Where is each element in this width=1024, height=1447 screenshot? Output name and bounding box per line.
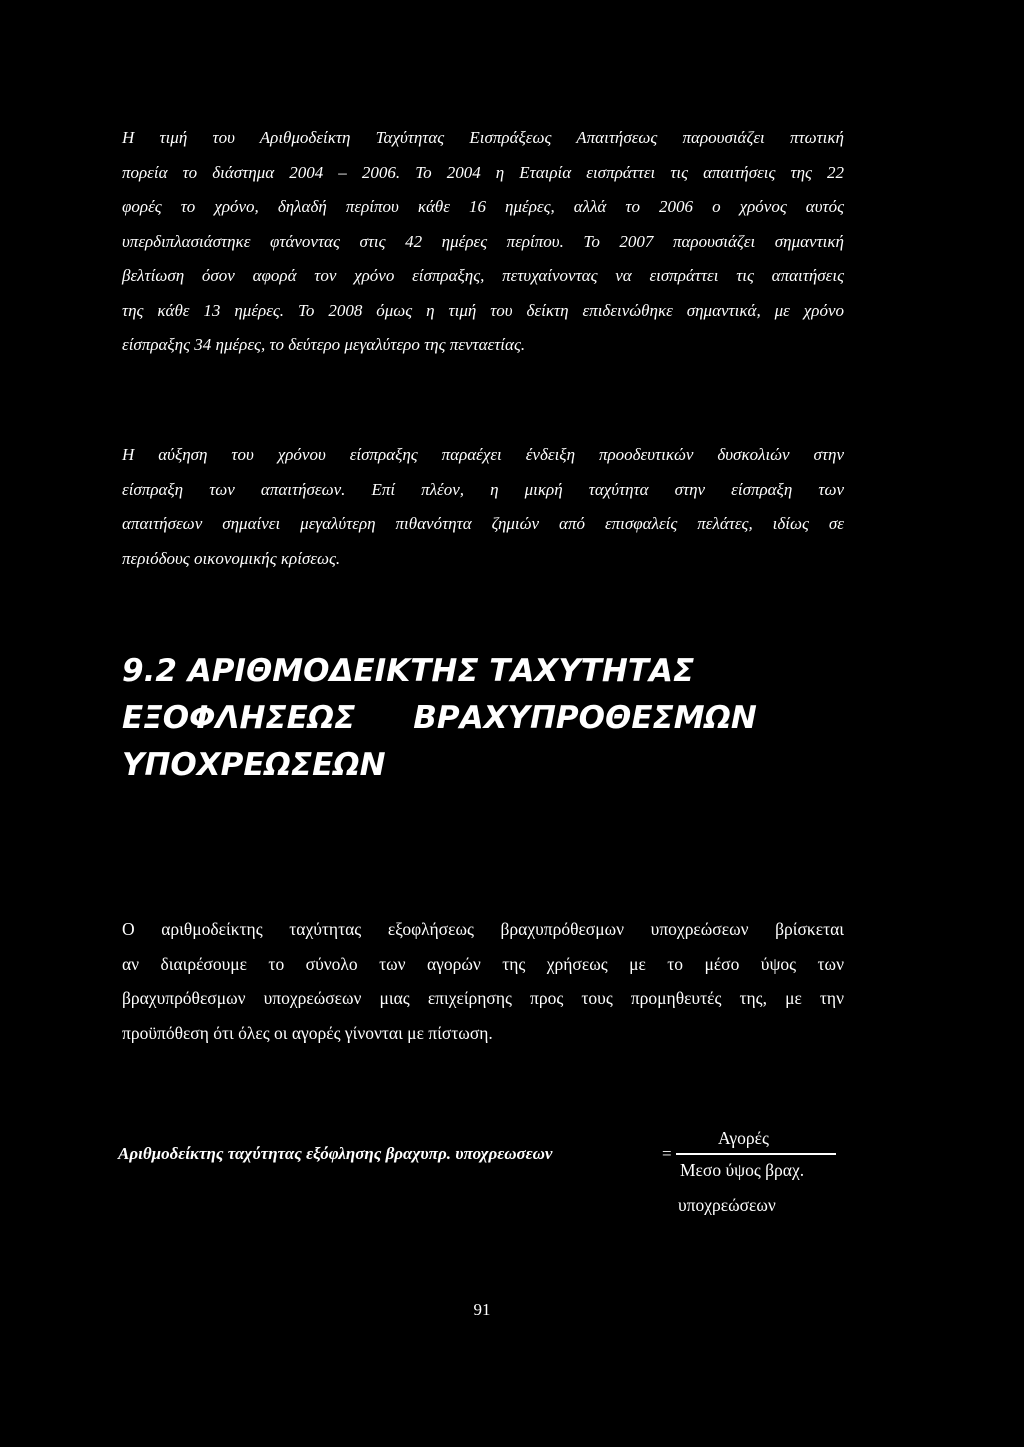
formula-label: Αριθμοδείκτης ταχύτητας εξόφλησης βραχυπρ. υποχρεωσεων bbox=[118, 1144, 553, 1163]
page-number: 91 bbox=[473, 1300, 491, 1319]
ratio-formula bbox=[118, 1128, 848, 1218]
text-line: Η τιμή του Αριθμοδείκτη Ταχύτητας Εισπράξεως Απαιτήσεως παρουσιάζει πτωτική bbox=[122, 128, 844, 147]
text-line: είσπραξης 34 ημέρες, το δεύτερο μεγαλύτερο της πενταετίας. bbox=[122, 335, 526, 354]
text-line: βελτίωση όσον αφορά τον χρόνο είσπραξης, πετυχαίνοντας να εισπράττει τις απαιτήσεις bbox=[122, 266, 844, 285]
text-line: της κάθε 13 ημέρες. Το 2008 όμως η τιμή του δείκτη επιδεινώθηκε σημαντικά, με χρόνο bbox=[122, 300, 844, 320]
paragraph-collection-difficulty bbox=[122, 438, 844, 576]
heading-line: ΥΠΟΧΡΕΩΣΕΩΝ bbox=[122, 747, 386, 783]
equals-sign: = bbox=[662, 1144, 672, 1163]
text-line: αν διαιρέσουμε το σύνολο των αγορών της χρήσεως με το μέσο ύψος των bbox=[122, 953, 844, 974]
text-line: Ο αριθμοδείκτης ταχύτητας εξοφλήσεως βραχυπρόθεσμων υποχρεώσεων βρίσκεται bbox=[122, 919, 844, 939]
heading-word: ΕΞΟΦΛΗΣΕΩΣ bbox=[122, 700, 356, 736]
text-line: περιόδους οικονομικής κρίσεως. bbox=[122, 548, 341, 568]
text-line: φορές το χρόνο, δηλαδή περίπου κάθε 16 ημέρες, αλλά το 2006 ο χρόνος αυτός bbox=[122, 197, 844, 216]
text-line: υπερδιπλασιάστηκε φτάνοντας στις 42 ημέρες περίπου. Το 2007 παρουσιάζει σημαντική bbox=[122, 231, 844, 251]
formula-numerator: Αγορές bbox=[718, 1128, 769, 1148]
heading-line: 9.2 ΑΡΙΘΜΟΔΕΙΚΤΗΣ ΤΑΧΥΤΗΤΑΣ bbox=[122, 653, 695, 689]
formula-denominator-continued: υποχρεώσεων bbox=[678, 1195, 776, 1215]
text-line: είσπραξη των απαιτήσεων. Επί πλέον, η μικρή ταχύτητα στην είσπραξη των bbox=[122, 479, 844, 499]
heading-line bbox=[122, 695, 862, 742]
paragraph-collection-speed-analysis bbox=[122, 121, 844, 363]
section-heading bbox=[122, 648, 862, 789]
fraction-bar bbox=[676, 1153, 836, 1155]
formula-denominator: Μεσο ύψος βραχ. bbox=[680, 1160, 805, 1180]
heading-word: ΒΡΑΧΥΠΡΟΘΕΣΜΩΝ bbox=[413, 700, 757, 736]
text-line: πορεία το διάστημα 2004 – 2006. Το 2004 η Εταιρία εισπράττει τις απαιτήσεις της 22 bbox=[122, 162, 844, 182]
text-line: απαιτήσεων σημαίνει μεγαλύτερη πιθανότητα ζημιών από επισφαλείς πελάτες, ιδίως σε bbox=[122, 514, 844, 533]
text-line: βραχυπρόθεσμων υποχρεώσεων μιας επιχείρησης προς τους προμηθευτές της, με την bbox=[122, 988, 844, 1008]
paragraph-definition bbox=[122, 912, 844, 1050]
text-line: Η αύξηση του χρόνου είσπραξης παραέχει ένδειξη προοδευτικών δυσκολιών στην bbox=[122, 445, 844, 464]
text-line: προϋπόθεση ότι όλες οι αγορές γίνονται με πίστωση. bbox=[122, 1022, 493, 1043]
